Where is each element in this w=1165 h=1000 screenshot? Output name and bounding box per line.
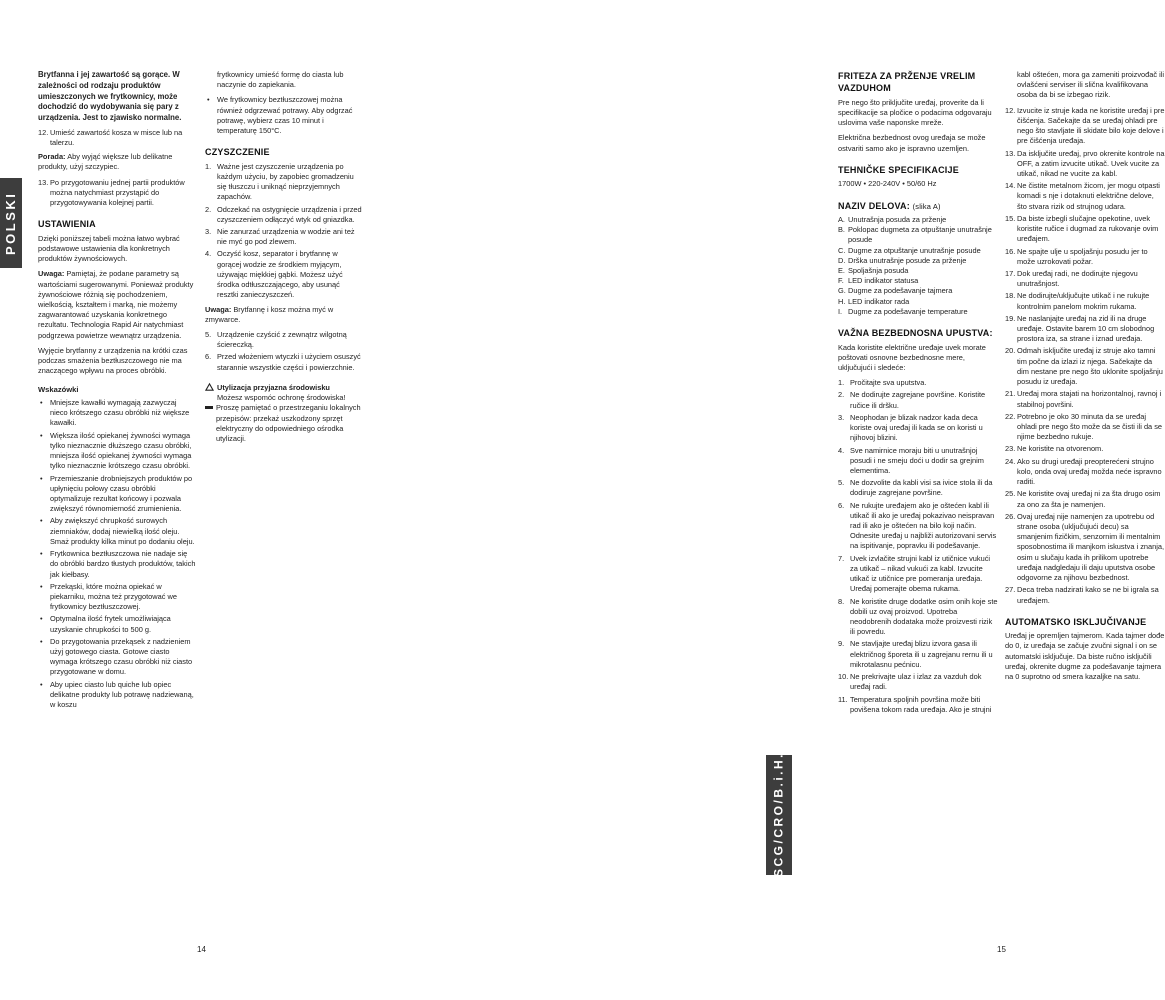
cleaning-note: Uwaga: Brytfannę i kosz można myć w zmywarce. xyxy=(205,304,334,324)
hint-item: • Frytkownica beztłuszczowa nie nadaje się do obróbki bardzo tłustych produktów, takich jak kiełbasy. xyxy=(38,549,196,580)
page-left xyxy=(0,0,400,1000)
cleaning-heading: CZYSZCZENIE xyxy=(205,147,270,158)
safety-item: 6. Ne rukujte uređajem ako je oštećen kabl ili utikač ili ako je uređaj pokazivao neispravan rad ili ako je oštećen na bilo koji način. Odnesite uređaj u najbliži autorizovani servis na ispitivanje, popravku ili podešavanje. xyxy=(838,500,997,551)
cleaning-step: 4. Oczyść kosz, separator i brytfannę w gorącej wodzie ze środkiem myjącym, używając miękkiej gąbki. Możesz użyć środka odtłuszczającego, aby usunąć resztki zanieczyszczeń. xyxy=(205,249,343,300)
cleaning-step: 1. Ważne jest czyszczenie urządzenia po każdym użyciu, by zapobiec gromadzeniu się tłuszczu i uniknąć nieprzyjemnych zapachów. xyxy=(205,161,354,202)
safety-item: 19. Ne naslanjajte uređaj na zid ili na druge uređaje. Ostavite barem 10 cm slobodnog prostora iza, sa strane i iznad uređaja. xyxy=(1005,313,1155,344)
cleaning-step: 6. Przed włożeniem wtyczki i użyciem osuszyć starannie wszystkie części i powierzchnie. xyxy=(205,352,361,372)
page-number-right: 15 xyxy=(997,945,1006,954)
safety-item: 15. Da biste izbegli slučajne opekotine, uvek koristite ručice i dugmad za rukovanje ovim uređajem. xyxy=(1005,213,1159,244)
hint-item: • Aby zwiększyć chrupkość surowych ziemniaków, dodaj niewielką ilość oleju. Smaż produkty kilka minut po dodaniu oleju. xyxy=(38,516,196,547)
part-item: E. Spoljašnja posuda xyxy=(838,266,909,276)
settings-paragraph-1: Dzięki poniższej tabeli można łatwo wybrać podstawowe ustawienia dla konkretnych produktów żywnościowych. xyxy=(38,233,180,264)
parts-heading: NAZIV DELOVA: (slika A) xyxy=(838,200,941,211)
cleaning-step: 2. Odczekać na ostygnięcie urządzenia i przed czyszczeniem odłączyć wtyk od gniazdka. xyxy=(205,204,362,224)
cleaning-list xyxy=(205,162,363,301)
safety-item: 20. Odmah isključite uređaj iz struje ako tamni tim počne da izlazi iz njega. Sačekajte da dim nestane pre nego što uklonite spoljašnju posudu iz uređaja. xyxy=(1005,346,1163,387)
safety-item: 5. Ne dozvolite da kabli visi sa ivice stola ili da dodiruje zagrejane površine. xyxy=(838,478,993,498)
hint-item: • Mniejsze kawałki wymagają zazwyczaj nieco krótszego czasu obróbki niż większe kawałki. xyxy=(38,398,196,429)
left-column-1 xyxy=(38,70,196,714)
safety-item: 10. Ne prekrivajte ulaz i izlaz za vazduh dok uređaj radi. xyxy=(838,672,982,692)
safety-item: 4. Sve namirnice moraju biti u unutrašnjoj posudi i ne smeju doći u dodir sa grejnim elementima. xyxy=(838,445,984,475)
hint-item: • Aby upiec ciasto lub quiche lub opiec delikatne produkty lub potrawę nadziewaną, w koszu xyxy=(38,680,196,711)
hot-basket-warning: Brytfanna i jej zawartość są gorące. W zależności od rodzaju produktów umieszczonych we frytkownicy, może dochodzić do wydobywania się pary z urządzenia. Jest to zjawisko normalne. xyxy=(38,70,182,122)
spec-values: 1700W • 220-240V • 50/60 Hz xyxy=(838,179,937,189)
eco-disposal-heading: Utylizacja przyjazna środowisku xyxy=(205,383,363,393)
right-column-1 xyxy=(838,70,998,719)
part-item: F. LED indikator statusa xyxy=(838,276,919,286)
part-item: B. Poklopac dugmeta za otpuštanje unutrašnje posude xyxy=(838,225,992,245)
cleaning-list-2 xyxy=(205,330,363,373)
part-item: D. Drška unutrašnje posude za prženje xyxy=(838,255,967,265)
safety-item: 3. Neophodan je blizak nadzor kada deca koriste ovaj uređaj ili kada se on koristi u njihovoj blizini. xyxy=(838,412,983,443)
part-item: G. Dugme za podešavanje tajmera xyxy=(838,286,953,296)
eco-disposal-text: Proszę pamiętać o przestrzeganiu lokalnych przepisów: przekaż uszkodzony sprzęt elektryczny do odpowiedniego ośrodka utylizacji. xyxy=(205,403,363,444)
hint-item: • Przemieszanie drobniejszych produktów po upłynięciu połowy czasu obróbki optymalizuje rezultat końcowy i pozwala zwiększyć równomierność zrumienienia. xyxy=(38,474,196,515)
safety-item: 1. Pročitajte sva uputstva. xyxy=(838,378,927,388)
hints-list xyxy=(38,398,196,710)
part-item: C. Dugme za otpuštanje unutrašnje posude xyxy=(838,245,981,255)
auto-shutoff-heading: AUTOMATSKO ISKLJUČIVANJE xyxy=(1005,616,1147,627)
settings-paragraph-3: Wyjęcie brytfanny z urządzenia na krótki czas podczas smażenia beztłuszczowego nie ma znaczącego wpływu na proces obróbki. xyxy=(38,345,188,376)
cleaning-step: 5. Urządzenie czyścić z zewnątrz wilgotną ściereczką. xyxy=(205,330,347,350)
hint-reheat: • We frytkownicy beztłuszczowej można również odgrzewać potrawy. Aby odgrzać potrawę, wybierz czas 10 minut i temperaturę 150°C. xyxy=(205,95,363,136)
step-13: 13. Po przygotowaniu jednej partii produktów można natychmiast przystąpić do przygotowywania kolejnej partii. xyxy=(38,177,185,208)
safety-item: 18. Ne dodirujte/uključujte utikač i ne rukujte kontrolnim panelom mokrim rukama. xyxy=(1005,291,1150,311)
hint-item: • Większa ilość opiekanej żywności wymaga tylko nieznacznie dłuższego czasu obróbki, mniejsza ilość opiekanej żywności wymaga tylko nieznacznie krótszego czasu obróbki. xyxy=(38,431,196,472)
cleaning-step: 3. Nie zanurzać urządzenia w wodzie ani też nie myć go pod zlewem. xyxy=(205,227,355,247)
safety-item: 22. Potrebno je oko 30 minuta da se uređaj ohladi pre nego što može da se čisti ili da se njime bezbedno rukuje. xyxy=(1005,411,1163,442)
safety-item: 27. Deca treba nadzirati kako se ne bi igrala sa uređajem. xyxy=(1005,585,1159,605)
page-number-left: 14 xyxy=(197,945,206,954)
intro-paragraph-1: Pre nego što priključite uređaj, proverite da li specifikacije sa pločice o podacima odgovaraju uslovima vaše naponske mreže. xyxy=(838,97,992,128)
auto-shutoff-text: Uređaj je opremljen tajmerom. Kada tajmer dođe do 0, iz uređaja se začuje zvučni signal i on se automatski isključuje. Da biste ručno isključili uređaj, okrenite dugme za podešavanje tajmera na 0 suprotno od smera kazaljke na satu. xyxy=(1005,631,1165,681)
safety-item: 21. Uređaj mora stajati na horizontalnoj, ravnoj i stabilnoj površini. xyxy=(1005,389,1162,409)
hint-item: • Przekąski, które można opiekać w piekarniku, można też przygotować we frytkownicy beztłuszczowej. xyxy=(38,582,196,613)
eco-support-line: Możesz wspomóc ochronę środowiska! xyxy=(217,393,346,403)
spec-heading: TEHNIČKE SPECIFIKACIJE xyxy=(838,164,959,175)
safety-heading: VAŽNA BEZBEDNOSNA UPUSTVA: xyxy=(838,328,993,339)
safety-list-1 xyxy=(838,378,998,715)
hint-item: • Optymalna ilość frytek umożliwiająca uzyskanie chrupkości to 500 g. xyxy=(38,614,196,634)
safety-item: 8. Ne koristite druge dodatke osim onih koje ste dobili uz ovaj proizvod. Upotreba neodobrenih dodataka može proizvesti rizik ili povredu. xyxy=(838,596,998,637)
tip-paragraph: Porada: Aby wyjąć większe lub delikatne produkty, użyj szczypiec. xyxy=(38,152,173,172)
safety-11-continued: kabl oštećen, mora ga zameniti proizvođač ili ovlašćeni serviser ili slična kvalifikovana osoba da bi se izbegao rizik. xyxy=(1017,70,1165,100)
safety-item: 7. Uvek izvlačite strujni kabl iz utičnice vukući za utikač – nikad vukući za kabl. Izvucite utikač iz utičnice pre pomeranja uređaja. Uređaj pomerajte obema rukama. xyxy=(838,553,991,594)
hints-heading: Wskazówki xyxy=(38,384,79,394)
safety-item: 11. Temperatura spoljnih površina može biti povišena tokom rada uređaja. Ako je strujni xyxy=(838,694,992,714)
product-title: FRITEZA ZA PRŽENJE VRELIM VAZDUHOM xyxy=(838,71,976,94)
part-item: A. Unutrašnja posuda za prženje xyxy=(838,214,947,224)
settings-paragraph-2: Uwaga: Pamiętaj, że podane parametry są wartościami sugerowanymi. Ponieważ produkty żywnościowe różnią się pochodzeniem, wielkością, kształtem i marką, nie możemy zagwarantować uzyskania konkretnego rezultatu. Technologia Rapid Air natychmiast podgrzewa powietrze wewnątrz urządzenia. xyxy=(38,269,194,340)
part-item: H. LED indikator rada xyxy=(838,296,910,306)
parts-list xyxy=(838,215,998,317)
safety-item: 2. Ne dodirujte zagrejane površine. Koristite ručice ili dršku. xyxy=(838,390,986,410)
crossed-bin-icon xyxy=(205,406,213,409)
settings-heading: USTAWIENIA xyxy=(38,219,96,230)
steps-continued-2 xyxy=(38,178,196,209)
safety-item: 9. Ne stavljajte uređaj blizu izvora gasa ili električnog šporeta ili u zagrejanu rernu ili u mikrotalasnu pećnicu. xyxy=(838,639,993,669)
safety-item: 17. Dok uređaj radi, ne dodirujte njegovu unutrašnjost. xyxy=(1005,268,1138,289)
page-right xyxy=(400,0,1165,1000)
safety-item: 24. Ako su drugi uređaji preopterećeni strujno kolo, onda ovaj uređaj možda neće ispravno raditi. xyxy=(1005,456,1162,487)
safety-item: 16. Ne spajte ulje u spoljašnju posudu jer to može uzrokovati požar. xyxy=(1005,246,1148,266)
part-item: I. Dugme za podešavanje temperature xyxy=(838,306,968,316)
steps-continued xyxy=(38,128,196,148)
hint-list-continued xyxy=(205,95,363,136)
hint-item: • Do przygotowania przekąsek z nadzieniem użyj gotowego ciasta. Gotowe ciasto wymaga krótszego czasu obróbki niż ciasto przygotowane w domu. xyxy=(38,637,196,678)
language-tab-scg-cro-bih: SCG/CRO/B.i.H. xyxy=(766,755,792,875)
recycle-icon xyxy=(205,383,214,392)
safety-item: 25. Ne koristite ovaj uređaj ni za šta drugo osim za ono za šta je namenjen. xyxy=(1005,489,1161,509)
right-column-2 xyxy=(1005,70,1165,687)
language-tab-polski: POLSKI xyxy=(0,178,22,268)
left-column-2 xyxy=(205,70,363,444)
safety-intro: Kada koristite električne uređaje uvek morate poštovati osnovne bezbednosne mere, uključujući i sledeće: xyxy=(838,342,986,372)
intro-paragraph-2: Električna bezbednost ovog uređaja se može ostvariti samo ako je ispravno uzemljen. xyxy=(838,133,986,153)
safety-item: 12. Izvucite iz struje kada ne koristite uređaj i pre čišćenja. Sačekajte da se uređaj ohladi pre nego što stavljate ili skidate bilo koje delove i pre čišćenja uređaja. xyxy=(1005,105,1165,146)
safety-item: 26. Ovaj uređaj nije namenjen za upotrebu od strane osoba (uključujući decu) sa smanjenim fizičkim, senzornim ili mentalnim sposobnostima ili manjkom iskustva i znanja, osim u slučaju kada ih prilikom upotrebe uređaja nadgledaju ili daju uputstva osobe odgovorne za njihovu bezbednost. xyxy=(1005,511,1165,583)
safety-item: 14. Ne čistite metalnom žicom, jer mogu otpasti komadi s nje i dotaknuti električne delove, što stvara rizik od strujnog udara. xyxy=(1005,181,1160,211)
hint-continued: frytkownicy umieść formę do ciasta lub naczynie do zapiekania. xyxy=(217,70,344,90)
step-12: 12. Umieść zawartość kosza w misce lub na talerzu. xyxy=(38,127,183,147)
safety-item: 13. Da isključite uređaj, prvo okrenite kontrole na OFF, a zatim izvucite utikač. Uvek vucite za utikač, nikad ne vucite za kabl. xyxy=(1005,148,1165,178)
safety-list-2 xyxy=(1005,106,1165,606)
safety-item: 23. Ne koristite na otvorenom. xyxy=(1005,444,1104,454)
